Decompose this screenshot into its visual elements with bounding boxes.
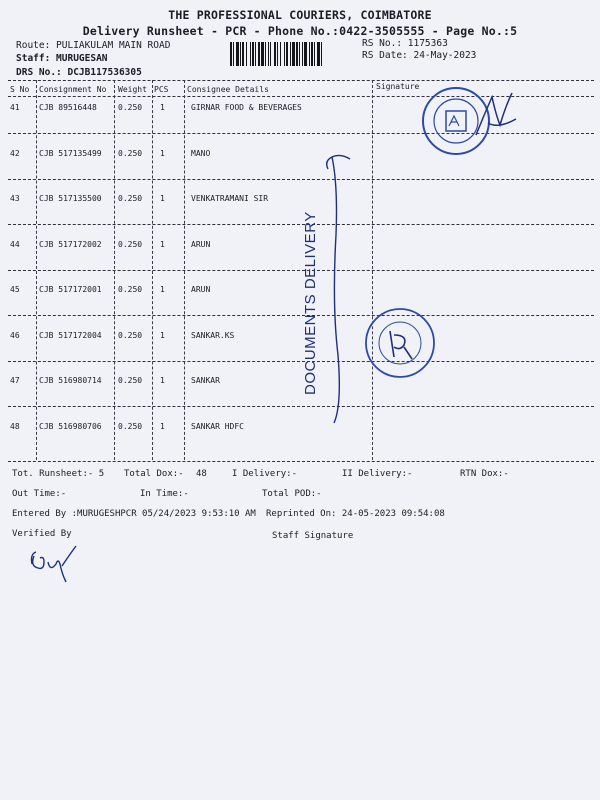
entered-by: Entered By :MURUGESHPCR 05/24/2023 9:53:10 AM xyxy=(12,509,256,519)
row-sno: 45 xyxy=(10,285,20,294)
staff-signature-label: Staff Signature xyxy=(272,531,354,541)
out-time-label: Out Time:- xyxy=(12,489,67,499)
row-weight: 0.250 xyxy=(118,422,143,431)
route-label: Route: PULIAKULAM MAIN ROAD xyxy=(16,40,171,51)
pen-arrow-line xyxy=(327,155,350,423)
row-pcs: 1 xyxy=(160,240,165,249)
row-pcs: 1 xyxy=(160,103,165,112)
row-pcs: 1 xyxy=(160,285,165,294)
row-consignee: SANKAR xyxy=(191,376,220,385)
documents-delivery-text: DOCUMENTS DELIVERY xyxy=(302,211,319,395)
col-header-consignee: Consignee Details xyxy=(187,85,269,94)
row-pcs: 1 xyxy=(160,376,165,385)
col-header-signature: Signature xyxy=(376,82,420,91)
row-consignment-no: CJB 517135499 xyxy=(39,149,102,158)
documents-delivery-annotation xyxy=(280,145,380,435)
row-sno: 46 xyxy=(10,331,20,340)
rs-number: RS No.: 1175363 xyxy=(362,38,448,49)
rs-date: RS Date: 24-May-2023 xyxy=(362,50,477,61)
runsheet-subtitle: Delivery Runsheet - PCR - Phone No.:0422-3505555 - Page No.:5 xyxy=(82,24,518,38)
row-consignee: ARUN xyxy=(191,240,211,249)
row-weight: 0.250 xyxy=(118,240,143,249)
barcode-bar xyxy=(322,42,324,66)
row-consignee: MANO xyxy=(191,149,211,158)
total-dox-value: 48 xyxy=(196,469,207,479)
row-consignee: SANKAR HDFC xyxy=(191,422,244,431)
row-pcs: 1 xyxy=(160,149,165,158)
row-consignee: GIRNAR FOOD & BEVERAGES xyxy=(191,103,302,112)
row-consignee: SANKAR.KS xyxy=(191,331,235,340)
cooperative-corporation-stamp xyxy=(360,305,440,381)
row-pcs: 1 xyxy=(160,194,165,203)
total-pod-label: Total POD:- xyxy=(262,489,322,499)
row-sno: 48 xyxy=(10,422,20,431)
row-pcs: 1 xyxy=(160,331,165,340)
row-sno: 44 xyxy=(10,240,20,249)
row-sno: 41 xyxy=(10,103,20,112)
row-consignment-no: CJB 516980706 xyxy=(39,422,102,431)
row-consignment-no: CJB 517172004 xyxy=(39,331,102,340)
table-bottom-rule xyxy=(8,461,594,462)
row-consignment-no: CJB 517172001 xyxy=(39,285,102,294)
row-weight: 0.250 xyxy=(118,285,143,294)
row-consignee: VENKATRAMANI SIR xyxy=(191,194,269,203)
verified-by-label: Verified By xyxy=(12,529,72,539)
row-weight: 0.250 xyxy=(118,331,143,340)
drs-number: DRS No.: DCJB117536305 xyxy=(16,67,142,78)
row-pcs: 1 xyxy=(160,422,165,431)
company-title: THE PROFESSIONAL COURIERS, COIMBATORE xyxy=(168,8,432,22)
row-consignment-no: CJB 516980714 xyxy=(39,376,102,385)
col-header-sno: S No xyxy=(10,85,30,94)
ii-delivery-label: II Delivery:- xyxy=(342,469,413,479)
row-consignment-no: CJB 517172002 xyxy=(39,240,102,249)
receiver-signature xyxy=(390,331,412,359)
table-top-rule xyxy=(8,80,594,81)
row-sno: 42 xyxy=(10,149,20,158)
row-weight: 0.250 xyxy=(118,103,143,112)
verifier-signature xyxy=(26,542,86,586)
row-weight: 0.250 xyxy=(118,194,143,203)
col-header-pcs: PCS xyxy=(154,85,169,94)
col-header-weight: Weight xyxy=(118,85,147,94)
total-runsheet: Tot. Runsheet:- 5 xyxy=(12,469,105,479)
row-weight: 0.250 xyxy=(118,376,143,385)
row-sno: 47 xyxy=(10,376,20,385)
barcode xyxy=(230,42,358,66)
reprinted-on: Reprinted On: 24-05-2023 09:54:08 xyxy=(266,509,445,519)
col-header-consignment: Consignment No xyxy=(39,85,107,94)
staff-label: Staff: MURUGESAN xyxy=(16,53,108,64)
i-delivery-label: I Delivery:- xyxy=(232,469,298,479)
row-weight: 0.250 xyxy=(118,149,143,158)
row-consignment-no: CJB 517135500 xyxy=(39,194,102,203)
girnar-company-stamp xyxy=(418,85,528,159)
stamp-inner-ring xyxy=(379,322,421,364)
row-sno: 43 xyxy=(10,194,20,203)
row-consignee: ARUN xyxy=(191,285,211,294)
in-time-label: In Time:- xyxy=(140,489,189,499)
rtn-dox-label: RTN Dox:- xyxy=(460,469,509,479)
stamp-outer-ring xyxy=(366,309,434,377)
total-dox-label: Total Dox:- xyxy=(124,469,184,479)
row-consignment-no: CJB 89516448 xyxy=(39,103,97,112)
